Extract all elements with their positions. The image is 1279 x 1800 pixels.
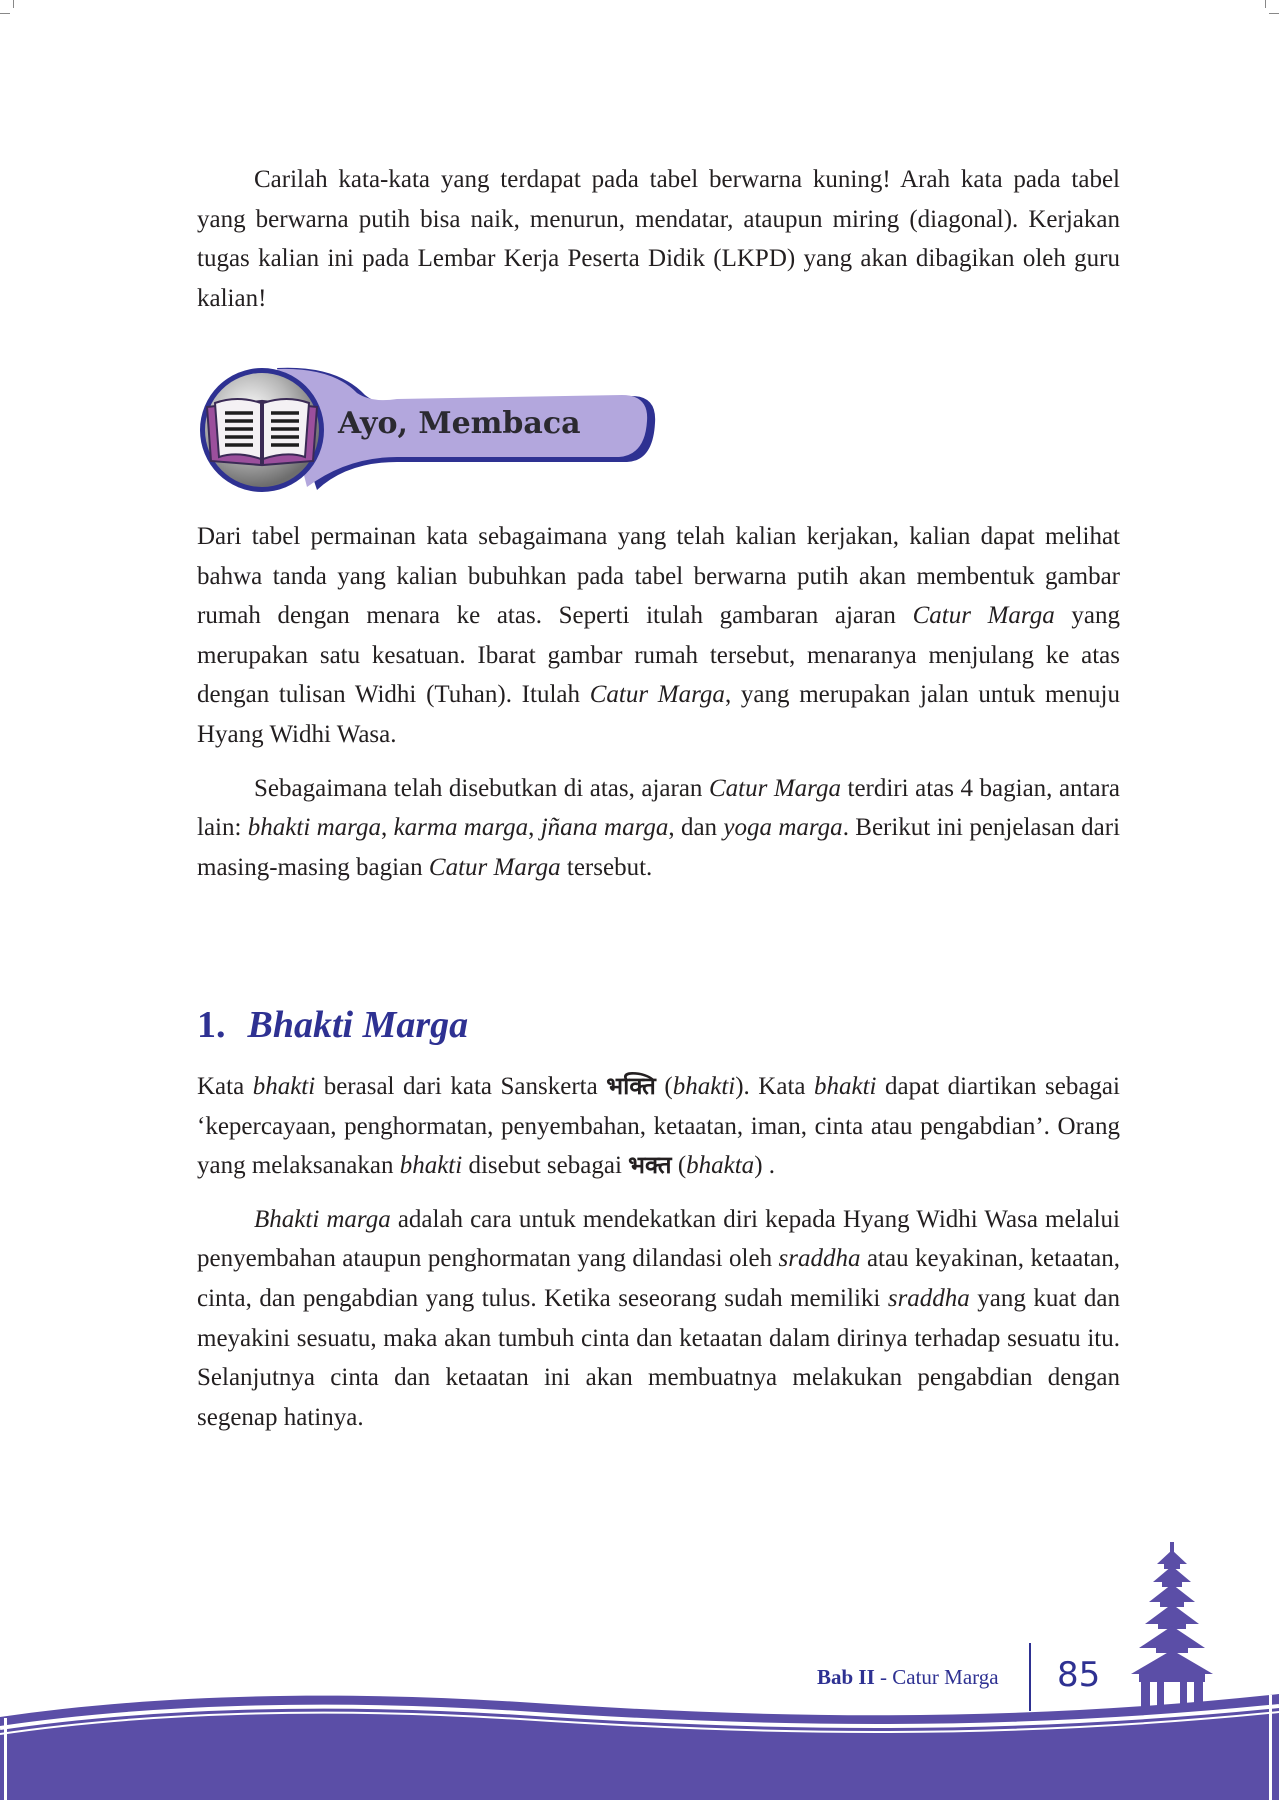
text-run: Kata: [197, 1073, 253, 1100]
page-number: 85: [1057, 1655, 1101, 1695]
reading-paragraph-2: [197, 769, 1120, 888]
term-bhakti-marga: Bhakti marga: [254, 1205, 391, 1233]
crop-mark: [13, 0, 14, 8]
text-run: disebut sebagai: [462, 1152, 629, 1180]
section-heading: [197, 1003, 468, 1047]
term-bhakti: bhakti: [399, 1152, 463, 1180]
intro-text: [197, 160, 1120, 318]
text-run: yang merupakan satu kesatuan. Ibarat gambar rumah tersebut, menaranya menjulang ke atas dengan tulisan Widhi (Tuhan). Itulah: [197, 602, 1120, 709]
section-paragraph-2: [197, 1200, 1120, 1438]
chapter-title: - Catur Marga: [874, 1665, 999, 1689]
text-run: berasal dari kata Sanskerta: [315, 1073, 607, 1100]
term-bhakti: bhakti: [252, 1073, 316, 1100]
term-karma-marga: karma marga: [393, 814, 529, 842]
reading-paragraph-1: [197, 517, 1120, 755]
text-run: , yang merupakan jalan untuk menuju Hyang Widhi Wasa.: [197, 681, 1120, 748]
text-run: ,: [528, 814, 541, 842]
intro-paragraph: Carilah kata-kata yang terdapat pada tabel berwarna kuning! Arah kata pada tabel yang berwarna putih bisa naik, menurun, mendatar, ataupun miring (diagonal). Kerjakan tugas kalian ini pada Lembar Kerja Peserta Didik (LKPD) yang akan dibagikan oleh guru kalian!: [197, 166, 1120, 312]
text-run: (: [655, 1073, 673, 1100]
term-bhakti: bhakti: [814, 1073, 877, 1100]
section-paragraph-1: [197, 1067, 1120, 1186]
text-run: yang kuat dan meyakini sesuatu, maka akan tumbuh cinta dan ketaatan dalam dirinya terhadap sesuatu itu. Selanjutnya cinta dan ketaatan ini akan membuatnya melakukan pengabdian dengan segenap hatinya.: [197, 1284, 1121, 1431]
sanskrit-bhakta: भक्त: [628, 1151, 672, 1180]
reading-text: [197, 517, 1120, 887]
term-yoga-marga: yoga marga: [723, 814, 843, 842]
text-run: . Berikut ini penjelasan dari masing-masing bagian: [197, 814, 1121, 881]
text-run: ,: [380, 814, 394, 842]
term-bhakta: bhakta: [686, 1152, 755, 1180]
text-run: , dan: [668, 814, 724, 842]
text-run: atau keyakinan, ketaatan, cinta, dan pengabdian yang tulus. Ketika seseorang sudah memiliki: [197, 1245, 1120, 1312]
term-jnana-marga: jñana marga: [540, 814, 669, 842]
text-run: (: [671, 1152, 687, 1180]
section-text: [197, 1067, 1120, 1437]
crop-mark: [1265, 0, 1266, 8]
term-bhakti-marga: bhakti marga: [247, 814, 381, 842]
term-catur-marga: Catur Marga: [589, 681, 725, 709]
text-run: adalah cara untuk mendekatkan diri kepada Hyang Widhi Wasa melalui penyembahan ataupun penghormatan yang dilandasi oleh: [197, 1205, 1120, 1273]
section-number: 1.: [197, 1004, 226, 1046]
chapter-label: [817, 1665, 999, 1690]
term-bhakti: bhakti: [672, 1073, 736, 1100]
text-run: dapat diartikan sebagai ‘kepercayaan, penghormatan, penyembahan, ketaatan, iman, cinta atau pengabdian’. Orang yang melaksanakan: [197, 1073, 1120, 1180]
text-run: terdiri atas 4 bagian, antara lain:: [197, 774, 1120, 842]
text-run: tersebut.: [560, 853, 653, 881]
open-book-icon: [207, 399, 317, 465]
sanskrit-bhakti: भक्ति: [606, 1072, 656, 1100]
chapter-number: Bab II: [817, 1665, 875, 1689]
text-run: Dari tabel permainan kata sebagaimana yang telah kalian kerjakan, kalian dapat melihat bahwa tanda yang kalian bubuhkan pada tabel berwarna putih akan membentuk gambar rumah dengan menara ke atas. Seperti itulah gambaran ajaran: [197, 523, 1120, 630]
term-catur-marga: Catur Marga: [708, 774, 841, 802]
term-sraddha: sraddha: [887, 1284, 970, 1312]
crop-mark: [0, 13, 10, 14]
badge-title: Ayo, Membaca: [338, 406, 581, 441]
term-catur-marga: Catur Marga: [912, 602, 1055, 630]
text-run: ) .: [754, 1152, 776, 1180]
section-title: Bhakti Marga: [247, 1004, 469, 1046]
footer-wave: [0, 1690, 1279, 1800]
text-run: ). Kata: [735, 1073, 814, 1100]
crop-mark: [1269, 13, 1279, 14]
text-run: Sebagaimana telah disebutkan di atas, ajaran: [254, 774, 709, 802]
term-sraddha: sraddha: [778, 1245, 861, 1273]
term-catur-marga: Catur Marga: [428, 853, 561, 881]
